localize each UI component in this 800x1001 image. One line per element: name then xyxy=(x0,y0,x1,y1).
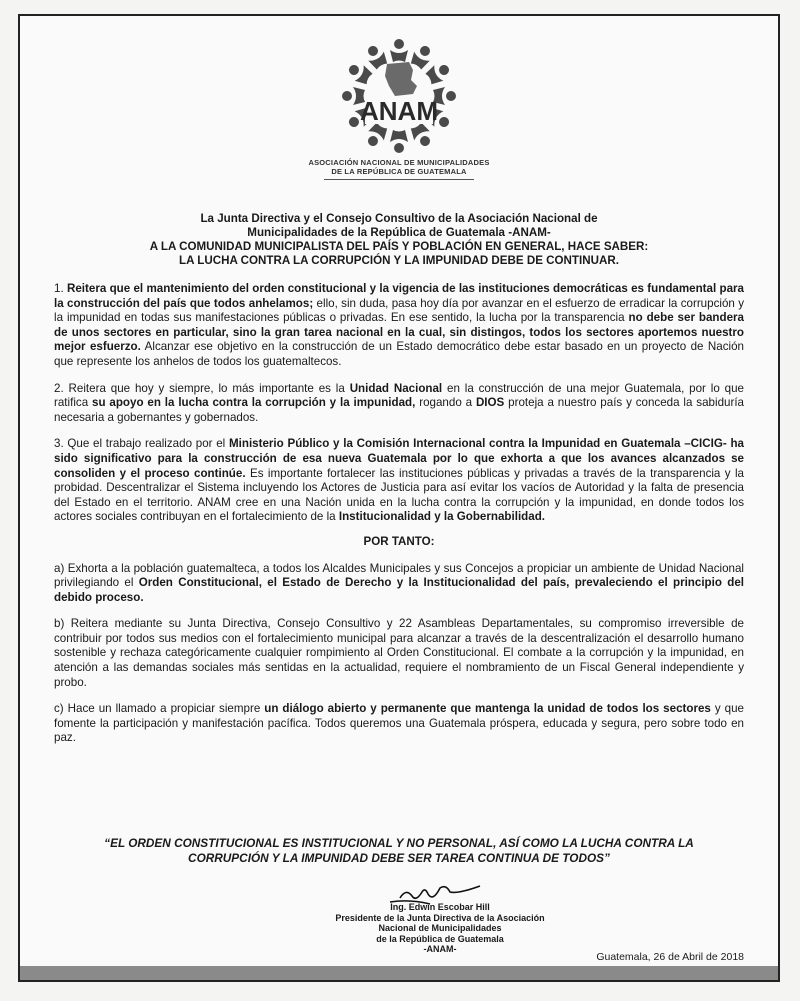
footer-bar xyxy=(20,966,778,980)
point-3-text-b: Es importante fortalecer las instituciones públicas y privadas a través de la transparencia y la probidad. Descentralizar el Sistema incluyendo los Actores de Justicia para así evitar los vacíos de Autoridad y la falta de presencia del Estado en el territorio. ANAM cree en una Nación unida en la lucha contra la corrupción y la impunidad, en donde todos los actores sociales contribuyan en el fortalecimiento de la xyxy=(54,466,745,524)
point-3 xyxy=(54,437,744,525)
org-name-line1: ASOCIACIÓN NACIONAL DE MUNICIPALIDADES xyxy=(308,158,490,167)
quote-line2: CORRUPCIÓN Y LA IMPUNIDAD DEBE SER TAREA CONTINUA DE TODOS” xyxy=(188,851,610,865)
point-2-bold-c: DIOS xyxy=(475,396,505,410)
point-1-bold-b: no debe ser bandera de unos sectores en particular, sino la gran tarea nacional en la cual, sin distingos, todos los sectores aportemos nuestro mejor esfuerzo. xyxy=(54,311,744,354)
resolution-a xyxy=(54,562,744,606)
headline-line1: La Junta Directiva y el Consejo Consultivo de la Asociación Nacional de xyxy=(200,212,598,225)
point-1-text-b: Alcanzar ese objetivo en la construcción de un Estado democrático debe estar basado en un proyecto de Nación que represente los anhelos de todos los guatemaltecos. xyxy=(54,340,744,368)
signer-name: Ing. Edwin Escobar Hill xyxy=(390,902,490,912)
signature-text xyxy=(310,902,570,955)
quote-line1: “EL ORDEN CONSTITUCIONAL ES INSTITUCIONAL Y NO PERSONAL, ASÍ COMO LA LUCHA CONTRA LA xyxy=(104,836,694,850)
body-text xyxy=(54,282,744,758)
point-2-bold-a: Unidad Nacional xyxy=(349,381,443,395)
point-2-text-c: rogando a xyxy=(415,396,476,410)
announcement-page xyxy=(18,14,780,982)
logo-wordmark: ANAM xyxy=(360,96,438,126)
signer-role-2: Nacional de Municipalidades xyxy=(378,923,502,933)
headline-line4: LA LUCHA CONTRA LA CORRUPCIÓN Y LA IMPUNIDAD DEBE DE CONTINUAR. xyxy=(179,254,619,267)
header xyxy=(20,36,778,180)
resolution-c-text-b: y que fomente la participación y manifestación pacífica. Todos queremos una Guatemala próspera, educada y segura, pero sobre todo en paz. xyxy=(54,702,745,745)
anam-logo xyxy=(329,36,469,156)
place-date: Guatemala, 26 de Abril de 2018 xyxy=(596,951,744,963)
resolution-c-text-a: c) Hace un llamado a propiciar siempre xyxy=(54,702,265,716)
point-1-text-a: ello, sin duda, pasa hoy día por avanzar en el esfuerzo de erradicar la corrupción y la impunidad en todas sus manifestaciones públicas o privadas. En ese sentido, la lucha por la transparencia xyxy=(54,296,744,325)
resolution-b-text: b) Reitera mediante su Junta Directiva, Consejo Consultivo y 22 Asambleas Departamentales, su compromiso irreversible de contribuir por todos sus medios con el fortalecimiento municipal para alcanzar a través de la descentralización el desarrollo humano sostenible y rechaza categóricamente cualquier rompimiento al Orden Constitucional. El combate a la corrupción y la impunidad, en atención a las demandas sociales más sentidas en la actualidad, requiere el nombramiento de un Fiscal General independiente y probo. xyxy=(54,617,744,689)
point-2-text-b: en la construcción de una mejor Guatemala, por lo que ratifica xyxy=(54,381,744,410)
org-name xyxy=(20,158,778,176)
org-divider xyxy=(324,179,474,180)
signature-block xyxy=(310,884,570,955)
headline-line3: A LA COMUNIDAD MUNICIPALISTA DEL PAÍS Y POBLACIÓN EN GENERAL, HACE SABER: xyxy=(149,240,649,253)
point-2 xyxy=(54,382,744,426)
resolution-a-bold: Orden Constitucional, el Estado de Derecho y la Institucionalidad del país, prevaleciendo el principio del debido proceso. xyxy=(54,576,745,604)
resolution-c xyxy=(54,702,744,746)
point-2-bold-b: su apoyo en la lucha contra la corrupción y la impunidad, xyxy=(92,396,416,410)
closing-quote xyxy=(60,836,738,866)
org-name-line2: DE LA REPÚBLICA DE GUATEMALA xyxy=(331,167,467,176)
signer-role-1: Presidente de la Junta Directiva de la Asociación xyxy=(335,912,545,923)
point-1-bold-a: Reitera que el mantenimiento del orden constitucional y la vigencia de las instituciones democráticas es fundamental para la construcción del país que todos anhelamos; xyxy=(54,282,744,310)
signer-role-3: de la República de Guatemala xyxy=(376,933,504,944)
resolution-c-bold: un diálogo abierto y permanente que mantenga la unidad de todos los sectores xyxy=(264,702,711,716)
point-2-text-d: proteja a nuestro país y conceda la sabiduría necesaria a gobernantes y gobernados. xyxy=(54,396,744,424)
point-3-bold-b: Institucionalidad y la Gobernabilidad. xyxy=(338,510,545,524)
resolution-b xyxy=(54,617,744,690)
point-1 xyxy=(54,282,744,370)
headline xyxy=(50,212,748,268)
por-tanto-heading: POR TANTO: xyxy=(363,534,435,548)
point-3-bold-a: Ministerio Público y la Comisión Internacional contra la Impunidad en Guatemala –CICIG- ha sido significativo para la construcción de esa nueva Guatemala por lo que exhorta a que los avances alcanzados se consoliden y el proceso continúe. xyxy=(54,437,744,480)
signer-role-4: -ANAM- xyxy=(423,944,457,954)
point-3-text-a: 3. Que el trabajo realizado por el xyxy=(54,437,229,451)
point-1-number: 1. xyxy=(54,282,67,295)
point-2-text-a: 2. Reitera que hoy y siempre, lo más importante es la xyxy=(54,381,350,395)
headline-line2: Municipalidades de la República de Guatemala -ANAM- xyxy=(247,226,551,239)
resolution-a-text: a) Exhorta a la población guatemalteca, a todos los Alcaldes Municipales y sus Concejos a propiciar un ambiente de Unidad Nacional privilegiando el xyxy=(54,561,744,590)
